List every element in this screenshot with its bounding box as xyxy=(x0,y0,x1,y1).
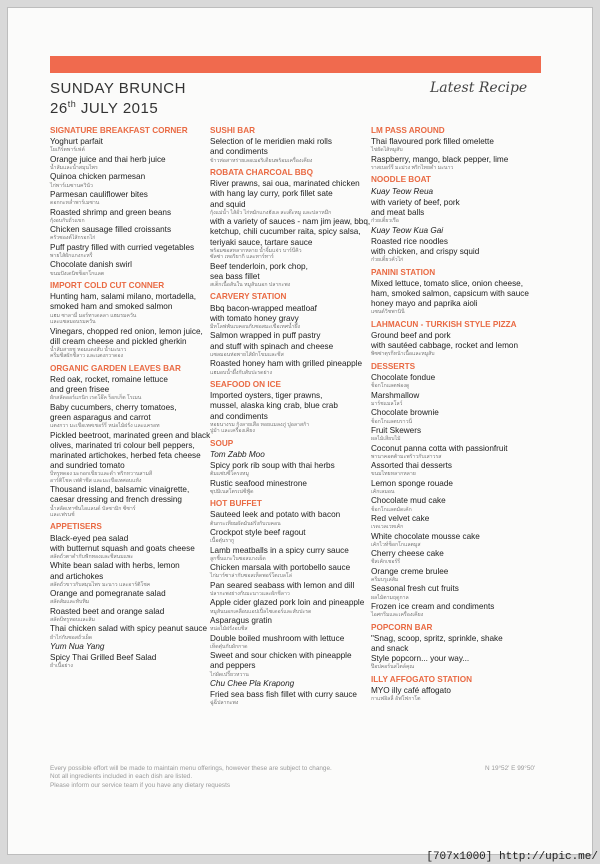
menu-item-thai: หน่อไม้ฝรั่งอบชีส xyxy=(210,626,248,633)
menu-item xyxy=(50,589,215,606)
section-gap xyxy=(371,704,536,707)
menu-item xyxy=(50,561,215,588)
menu-item-thai: กุ้งอบกับถั่วแขก xyxy=(50,217,85,224)
menu-item xyxy=(50,327,215,360)
menu-item-thai: เค้กเลมอน xyxy=(371,488,395,495)
menu-item-name: Red oak, rocket, romaine lettuce and green frisee xyxy=(50,374,168,395)
menu-item-thai: ลูกชิ้นแกะในซอสแกงเผ็ด xyxy=(210,555,266,562)
section-title: HOT BUFFET xyxy=(210,499,262,509)
footer-line: Not all ingredients included in each dish are listed. xyxy=(50,773,193,781)
menu-item xyxy=(371,514,536,531)
menu-item xyxy=(371,187,536,197)
menu-item xyxy=(371,584,536,601)
section-title: DESSERTS xyxy=(371,361,416,371)
menu-item-name: Chu Chee Pla Krapong xyxy=(210,679,295,689)
menu-item-name: Chocolate brownie xyxy=(371,408,439,418)
menu-item xyxy=(371,279,536,316)
menu-item xyxy=(210,690,375,707)
menu-item xyxy=(50,172,215,189)
menu-item-thai: ดอกกะหล่ำพาร์เมซาน xyxy=(50,200,100,207)
menu-item-name: Parmesan cauliflower bites xyxy=(50,190,148,200)
menu-footer xyxy=(50,765,550,790)
menu-item-thai: ช็อกโกแลตฟองดู xyxy=(371,383,410,390)
menu-section xyxy=(210,439,375,500)
menu-item-name: Kuay Teow Kua Gai xyxy=(371,225,444,235)
menu-item-name: Yum Nua Yang xyxy=(50,642,105,652)
menu-section xyxy=(371,175,536,267)
menu-item-name: Selection of le meridien maki rolls and condiments xyxy=(210,137,332,157)
menu-item-name: Lamb meatballs in a spicy curry sauce xyxy=(210,545,349,555)
menu-item xyxy=(210,634,375,651)
menu-item xyxy=(371,155,536,172)
menu-item-name: River prawns, sai oua, marinated chicken with hang lay curry, pork fillet sate and squid xyxy=(210,179,360,209)
menu-item xyxy=(210,679,375,689)
menu-item xyxy=(210,461,375,478)
footer-line: Every possible effort will be made to maintain menu offerings, however these are subject to change. xyxy=(50,765,332,772)
menu-item xyxy=(210,651,375,678)
menu-item-thai: เค้กไวท์ช็อกโกแลตมูส xyxy=(371,541,421,548)
menu-item xyxy=(371,461,536,478)
menu-item xyxy=(50,137,215,154)
menu-item xyxy=(371,331,536,358)
menu-item-thai: ผักสลัดออร์แกนิก เรดโอ๊ค ร็อกเก็ต โรเมน xyxy=(50,395,142,402)
menu-item xyxy=(371,444,536,461)
menu-item xyxy=(210,304,375,331)
menu-item-thai: พานาคอตต้ามะพร้าวกับเสาวรส xyxy=(371,453,442,460)
menu-item xyxy=(50,624,215,641)
menu-item xyxy=(50,607,215,624)
menu-item xyxy=(210,179,375,216)
menu-item-name: Puff pastry filled with curried vegetables xyxy=(50,242,195,252)
menu-item xyxy=(371,408,536,425)
section-title: IMPORT COLD CUT CONNER xyxy=(50,281,165,291)
section-title: ILLY AFFOGATO STATION xyxy=(371,674,472,684)
menu-item-thai: ก๋วยเตี๋ยวคั่วไก่ xyxy=(371,257,404,264)
menu-item-name: Tom Zabb Moo xyxy=(210,449,265,459)
menu-item xyxy=(371,549,536,566)
menu-item-thai: ครีมบรูเล่ส้ม xyxy=(371,577,399,583)
menu-item-name: Chicken sausage filled croissants xyxy=(50,225,172,235)
menu-item-name: Black-eyed pea salad with butternut squash and goats cheese xyxy=(50,533,195,553)
section-title: SUSHI BAR xyxy=(210,126,256,135)
menu-item-name: MYO illy café affogato xyxy=(371,686,451,696)
menu-item xyxy=(50,208,215,225)
menu-item-thai: สลัดส้มและทับทิม xyxy=(50,599,90,606)
menu-item-name: Orange juice and thai herb juice xyxy=(50,154,166,164)
menu-item xyxy=(371,226,536,236)
menu-item xyxy=(371,391,536,408)
menu-item-name: Baby cucumbers, cherry tomatoes, green asparagus and carrot xyxy=(50,402,177,422)
menu-item-thai: หอยนางรม กุ้งลายเสือ หอยแมลงภู่ ปูอลาสก้า ปูม้า และเครื่องเคียง xyxy=(210,421,310,435)
menu-item xyxy=(50,190,215,207)
menu-item xyxy=(210,137,375,164)
section-title: CARVERY STATION xyxy=(210,292,287,302)
menu-item-thai: ยำไก่กับซอสถั่วเผ็ด xyxy=(50,634,93,641)
menu-section xyxy=(210,168,375,292)
menu-item-name: Pickled beetroot, marinated green and black olives, marinated tri colour bell peppers, marinated artichokes, herbed feta cheese and sundried tomato xyxy=(50,430,211,471)
menu-item xyxy=(371,686,536,703)
menu-item-thai: ปลากะพงย่างกับมะนาวและผักชีลาว xyxy=(210,591,290,597)
section-title: APPETISERS xyxy=(50,522,102,532)
menu-item-thai: ไก่มาร์ซาล่ากับซอสเห็ดพอร์โตเบลโล่ xyxy=(210,573,292,580)
menu-item-name: Thai flavoured pork filled omelette xyxy=(371,137,494,147)
menu-item xyxy=(50,225,215,242)
menu-item-name: White bean salad with herbs, lemon and artichokes xyxy=(50,561,180,581)
menu-item-thai: กาแฟอิลลี่ อัฟโฟกาโต xyxy=(371,696,421,703)
menu-item-name: Roasted shrimp and green beans xyxy=(50,207,172,217)
menu-item xyxy=(371,496,536,513)
menu-section xyxy=(210,126,375,168)
menu-item-name: Salmon wrapped in puff pastry and stuff with spinach and cheese xyxy=(210,331,334,351)
menu-item xyxy=(210,528,375,545)
menu-section xyxy=(50,281,215,364)
menu-item-name: Kuay Teow Reua xyxy=(371,186,434,196)
menu-item-name: Ground beef and pork with sautéed cabbage, rocket and lemon xyxy=(371,331,519,351)
menu-item xyxy=(50,243,215,260)
menu-item-name: with a variety of sauces - nam jim jeaw, bbq, ketchup, chili cucumber raita, spicy salsa, teriyaki sauce, tartare sauce xyxy=(210,217,371,247)
menu-item-name: White chocolate mousse cake xyxy=(371,531,480,541)
menu-item xyxy=(210,217,375,260)
menu-item-name: with variety of beef, pork and meat balls xyxy=(371,197,460,218)
menu-item-thai: หมูสันนอกเคลือบแอปเปิ้ลไซเดอร์และสับปะรด xyxy=(210,608,312,615)
menu-item-thai: ก๋วยเตี๋ยวเรือ xyxy=(371,218,399,225)
menu-item-thai: พิซซ่าตุรกีหน้าเนื้อและหมูสับ xyxy=(371,351,435,358)
menu-item-thai: เรดเวลเวทเค้ก xyxy=(371,524,404,531)
menu-item-name: Seasonal fresh cut fruits xyxy=(371,584,459,594)
menu-item xyxy=(210,479,375,496)
menu-item-name: Coconut panna cotta with passionfruit xyxy=(371,443,508,453)
menu-item-thai: ป๊อปคอร์นสไตล์คุณ xyxy=(371,664,415,671)
menu-item-name: Frozen ice cream and condiments xyxy=(371,602,495,612)
menu-section xyxy=(371,362,536,623)
menu-item-thai: น้ำสลัดเทาซันไอแลนด์ บัลซามิก ซีซาร์ และเฟรนช์ xyxy=(50,505,136,518)
menu-title: SUNDAY BRUNCH xyxy=(50,80,186,97)
menu-item-name: Yoghurt parfait xyxy=(50,137,103,147)
menu-item-thai: ต้นกระเทียมผัดมันฝรั่งกับเบคอน xyxy=(210,520,281,527)
section-title: ROBATA CHARCOAL BBQ xyxy=(210,168,313,178)
section-title: LAHMACUN - TURKISH STYLE PIZZA xyxy=(371,319,517,329)
menu-item-name: Sweet and sour chicken with pineapple and peppers xyxy=(210,651,352,671)
menu-item xyxy=(50,292,215,325)
menu-item xyxy=(371,426,536,443)
menu-item xyxy=(50,431,215,485)
menu-item xyxy=(210,450,375,460)
menu-item-name: "Snag, scoop, spritz, sprinkle, shake and snack Style popcorn... your way... xyxy=(371,633,503,664)
menu-item xyxy=(371,198,536,225)
menu-item-name: Chocolate mud cake xyxy=(371,496,446,506)
section-title: LM PASS AROUND xyxy=(371,126,445,135)
menu-item-name: Orange and pomegranate salad xyxy=(50,589,166,599)
menu-item xyxy=(371,567,536,584)
header-accent-bar xyxy=(50,56,541,73)
menu-item-thai: ครัวซองต์ไส้กรอกไก่ xyxy=(50,235,96,242)
section-title: SOUP xyxy=(210,438,234,448)
section-title: SEAFOOD ON ICE xyxy=(210,379,281,389)
menu-item-name: Double boiled mushroom with lettuce xyxy=(210,633,345,643)
menu-section xyxy=(50,364,215,523)
menu-item-name: Sauteed leek and potato with bacon xyxy=(210,510,341,520)
menu-item xyxy=(50,260,215,277)
menu-item-thai: แฮมอบน้ำผึ้งกับสับปะรดย่าง xyxy=(210,369,272,376)
menu-item-thai: โยเกิร์ตพาร์เฟต์ xyxy=(50,147,85,154)
menu-item xyxy=(371,602,536,619)
section-title: SIGNATURE BREAKFAST CORNER xyxy=(50,126,188,135)
menu-item-thai: เห็ดตุ๋นกับผักกาด xyxy=(210,643,248,650)
menu-item-name: Thai chicken salad with spicy peanut sauce xyxy=(50,624,208,634)
menu-item xyxy=(371,237,536,264)
menu-item-name: Roasted beet and orange salad xyxy=(50,606,165,616)
menu-item-name: Raspberry, mango, black pepper, lime xyxy=(371,154,509,164)
menu-section xyxy=(50,126,215,281)
menu-item-thai: พายไส้ผักแกงกะหรี่ xyxy=(50,253,93,260)
footer-line: Please inform our service team if you have any dietary requests xyxy=(50,781,231,789)
menu-item-thai: สลัดถั่วขาวกับสมุนไพร มะนาว และอาร์ติโชค xyxy=(50,581,151,588)
menu-item-name: Lemon sponge rouade xyxy=(371,478,453,488)
section-title: ORGANIC GARDEN LEAVES BAR xyxy=(50,363,181,373)
menu-item-thai: สเต็กเนื้อสันใน หมูสันนอก ปลากะพง xyxy=(210,282,291,289)
menu-item-name: Apple cider glazed pork loin and pineapple xyxy=(210,598,365,608)
menu-item-thai: ขนมปังเดนิชช็อกโกแลต xyxy=(50,270,105,277)
image-host-watermark: [707x1000] http://upic.me/ xyxy=(426,851,598,863)
menu-item-name: Rustic seafood minestrone xyxy=(210,478,307,488)
menu-item-thai: กุ้งแม่น้ำ ไส้อั่ว ไก่หมักแกงฮังเล สะเต๊ะหมู และปลาหมึก xyxy=(210,209,332,216)
menu-item-name: Roasted honey ham with grilled pineapple xyxy=(210,359,363,369)
menu-item-thai: แซนด์วิชพานินี xyxy=(371,309,405,316)
section-title: POPCORN BAR xyxy=(371,622,433,632)
menu-item-name: Hunting ham, salami milano, mortadella, smoked ham and smoked salmon xyxy=(50,292,197,312)
menu-item-thai: พร้อมซอสหลากหลาย น้ำจิ้มแจ่ว บาร์บีคิว ซัลซ่า เทอริยากิ และทาร์ทาร์ xyxy=(210,247,302,261)
menu-item-thai: ชีสเค้กเชอร์รี่ xyxy=(371,559,401,566)
menu-item-thai: ขนมไทยหลากหลาย xyxy=(371,471,416,478)
menu-item xyxy=(50,155,215,172)
menu-section xyxy=(210,499,375,711)
menu-item-thai: บีทรูทดอง มะกอกเขียวและดำ พริกหวานสามสี อาร์ติโชค เฟต้าชีส และมะเขือเทศอบแห้ง xyxy=(50,471,153,484)
menu-item-name: Roasted rice noodles with chicken, and crispy squid xyxy=(371,236,480,257)
menu-item-thai: ไข่ยัดไส้หมูสับ xyxy=(371,147,403,154)
menu-item-name: Mixed lettuce, tomato slice, onion cheese, ham, smoked salmon, capsicum with sauce honey mayo and paprika aioli xyxy=(371,278,529,309)
menu-section xyxy=(50,522,215,673)
menu-item-thai: สลัดถั่วตาดำกับฟักทองและชีสนมแพะ xyxy=(50,554,134,560)
menu-item-thai: ช็อกโกแลตมัดเค้ก xyxy=(371,506,412,513)
menu-item-name: Cherry cheese cake xyxy=(371,549,444,559)
menu-item-thai: ฉู่ฉี่ปลากะพง xyxy=(210,700,239,707)
menu-item xyxy=(210,563,375,580)
menu-item xyxy=(210,391,375,434)
menu-item-name: Spicy Thai Grilled Beef Salad xyxy=(50,653,157,663)
menu-column-right xyxy=(371,126,536,707)
section-gap xyxy=(50,671,215,674)
menu-item xyxy=(50,403,215,430)
menu-item-thai: ซุปมิเนสโตรเน่ซีฟู้ด xyxy=(210,488,254,495)
menu-item-name: Chicken marsala with portobello sauce xyxy=(210,563,351,573)
menu-item-name: Quinoa chicken parmesan xyxy=(50,172,146,182)
menu-item xyxy=(210,546,375,563)
menu-item-thai: น้ำส้มสายชู หอมแดงสับ น้ำมะนาว ครีมชีสผักชีลาว และแตงกวาดอง xyxy=(50,346,127,360)
menu-item-name: Marshmallow xyxy=(371,390,420,400)
menu-item-thai: ราสเบอร์รี่ มะม่วง พริกไทยดำ มะนาว xyxy=(371,165,454,172)
menu-section xyxy=(371,268,536,320)
latest-recipe-logo: Latest Recipe xyxy=(430,80,528,96)
menu-item xyxy=(210,262,375,289)
menu-item-thai: ไอศกรีมและเครื่องเคียง xyxy=(371,612,424,619)
menu-item xyxy=(50,642,215,652)
menu-item-name: Pan seared seabass with lemon and dill xyxy=(210,580,355,590)
menu-section xyxy=(371,623,536,675)
menu-item-thai: ผลไม้เสียบไม้ xyxy=(371,436,401,443)
menu-item-thai: แตงกวา มะเขือเทศเชอร์รี่ หน่อไม้ฝรั่ง และแครอท xyxy=(50,423,160,430)
menu-item-name: Spicy pork rib soup with thai herbs xyxy=(210,460,335,470)
menu-item-name: Chocolate fondue xyxy=(371,373,436,383)
menu-column-left xyxy=(50,126,215,674)
menu-item xyxy=(50,534,215,561)
menu-item xyxy=(210,359,375,376)
menu-item-name: Fried sea bass fish fillet with curry sauce xyxy=(210,690,357,700)
menu-item xyxy=(371,373,536,390)
menu-item xyxy=(210,331,375,358)
menu-item-name: Beef tenderloin, pork chop, sea bass fillet xyxy=(210,261,308,281)
menu-item xyxy=(50,653,215,670)
menu-item-name: Bbq bacon-wrapped meatloaf with tomato honey gravy xyxy=(210,303,317,323)
menu-section xyxy=(210,380,375,439)
menu-item xyxy=(371,137,536,154)
section-title: NOODLE BOAT xyxy=(371,175,431,185)
menu-item-name: Asparagus gratin xyxy=(210,616,272,626)
menu-item-thai: ต้มแซ่บซี่โครงหมู xyxy=(210,471,249,478)
menu-item-thai: แซลมอนห่อพายไส้ผักโขมและชีส xyxy=(210,351,284,358)
menu-section xyxy=(210,292,375,379)
section-gap xyxy=(210,708,375,711)
menu-item-thai: เนื้อตุ๋นรากู xyxy=(210,538,235,545)
menu-item xyxy=(50,375,215,402)
menu-item xyxy=(371,479,536,496)
menu-item-name: Crockpot style beef ragout xyxy=(210,527,306,537)
menu-item-name: Chocolate danish swirl xyxy=(50,260,132,270)
menu-item-thai: มาร์ชแมลโลว์ xyxy=(371,400,403,407)
menu-item xyxy=(210,598,375,615)
menu-section xyxy=(371,675,536,707)
menu-section xyxy=(371,320,536,362)
menu-section xyxy=(371,126,536,175)
menu-item-name: Orange creme brulee xyxy=(371,566,449,576)
menu-item-thai: ช็อกโกแลตบราวนี่ xyxy=(371,418,413,425)
menu-item-thai: แฮม ซาลามี่ มอร์ทาเดลลา แฮมรมควัน และแซลมอนรมควัน xyxy=(50,312,137,326)
menu-item-thai: ข้าวห่อสาหร่ายเลอเมอริเดียนพร้อมเครื่องเคียง xyxy=(210,157,313,164)
menu-item xyxy=(210,510,375,527)
gps-coordinates: N 19°52' E 99°50' xyxy=(485,765,536,772)
menu-column-middle xyxy=(210,126,375,711)
menu-date: 26th JULY 2015 xyxy=(50,99,159,117)
menu-item-name: Vinegars, chopped red onion, lemon juice, dill cream cheese and pickled gherkin xyxy=(50,326,203,346)
menu-item xyxy=(210,581,375,598)
menu-item xyxy=(50,485,215,518)
menu-item xyxy=(371,634,536,671)
menu-item-name: Thousand island, balsamic vinaigrette, caesar dressing and french dressing xyxy=(50,485,190,505)
menu-item-thai: สลัดบีทรูทอบและส้ม xyxy=(50,617,95,624)
menu-item-thai: ผลไม้ตามฤดูกาล xyxy=(371,594,409,601)
menu-item-name: Fruit Skewers xyxy=(371,425,422,435)
menu-item-name: Imported oysters, tiger prawns, mussel, alaska king crab, blue crab and condiments xyxy=(210,391,338,421)
menu-item-thai: ไก่พาร์เมซานควินัว xyxy=(50,182,93,189)
menu-item-name: Red velvet cake xyxy=(371,513,430,523)
menu-item xyxy=(371,532,536,549)
menu-item-name: Assorted thai desserts xyxy=(371,461,453,471)
section-title: PANINI STATION xyxy=(371,267,436,277)
menu-item xyxy=(210,616,375,633)
menu-item-thai: ไก่ผัดเปรี้ยวหวาน xyxy=(210,671,249,678)
menu-item-thai: น้ำส้มและน้ำสมุนไพร xyxy=(50,165,98,172)
menu-item-thai: มีทโลฟพันเบคอนกับซอสมะเขือเทศน้ำผึ้ง xyxy=(210,324,301,331)
menu-item-thai: ยำเนื้อย่าง xyxy=(50,663,73,670)
